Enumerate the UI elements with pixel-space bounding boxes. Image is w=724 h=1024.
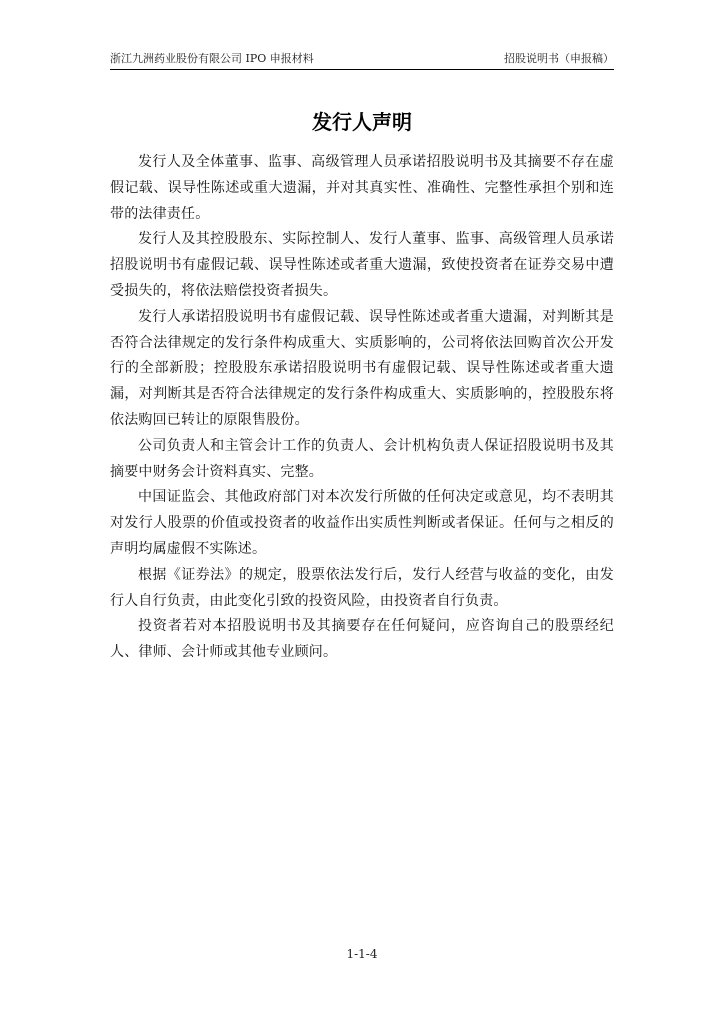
- page-header: [110, 51, 614, 67]
- paragraph-5: 中国证监会、其他政府部门对本次发行所做的任何决定或意见，均不表明其对发行人股票的价值或投资者的收益作出实质性判断或者保证。任何与之相反的声明均属虚假不实陈述。: [110, 489, 614, 557]
- header-document-label: 招股说明书（申报稿）: [504, 52, 614, 65]
- paragraph-2: 发行人及其控股股东、实际控制人、发行人董事、监事、高级管理人员承诺招股说明书有虚假记载、误导性陈述或者重大遗漏，致使投资者在证券交易中遭受损失的，将依法赔偿投资者损失。: [110, 231, 614, 299]
- paragraph-6: 根据《证券法》的规定，股票依法发行后，发行人经营与收益的变化，由发行人自行负责，由此变化引致的投资风险，由投资者自行负责。: [110, 566, 614, 609]
- paragraph-3: 发行人承诺招股说明书有虚假记载、误导性陈述或者重大遗漏，对判断其是否符合法律规定的发行条件构成重大、实质影响的，公司将依法回购首次公开发行的全部新股；控股股东承诺招股说明书有虚假记载、误导性陈述或者重大遗漏，对判断其是否符合法律规定的发行条件构成重大、实质影响的，控股股东将依法购回已转让的原限售股份。: [110, 308, 614, 428]
- declaration-body: [110, 150, 614, 666]
- paragraph-1: 发行人及全体董事、监事、高级管理人员承诺招股说明书及其摘要不存在虚假记载、误导性陈述或重大遗漏，并对其真实性、准确性、完整性承担个别和连带的法律责任。: [110, 154, 614, 222]
- page-number: 1-1-4: [346, 947, 378, 961]
- paragraph-7: 投资者若对本招股说明书及其摘要存在任何疑问，应咨询自己的股票经纪人、律师、会计师或其他专业顾问。: [110, 618, 614, 661]
- header-divider: [110, 69, 614, 70]
- paragraph-4: 公司负责人和主管会计工作的负责人、会计机构负责人保证招股说明书及其摘要中财务会计资料真实、完整。: [110, 437, 614, 480]
- page-title: 发行人声明: [312, 110, 412, 134]
- header-company-label: 浙江九洲药业股份有限公司 IPO 申报材料: [110, 52, 314, 65]
